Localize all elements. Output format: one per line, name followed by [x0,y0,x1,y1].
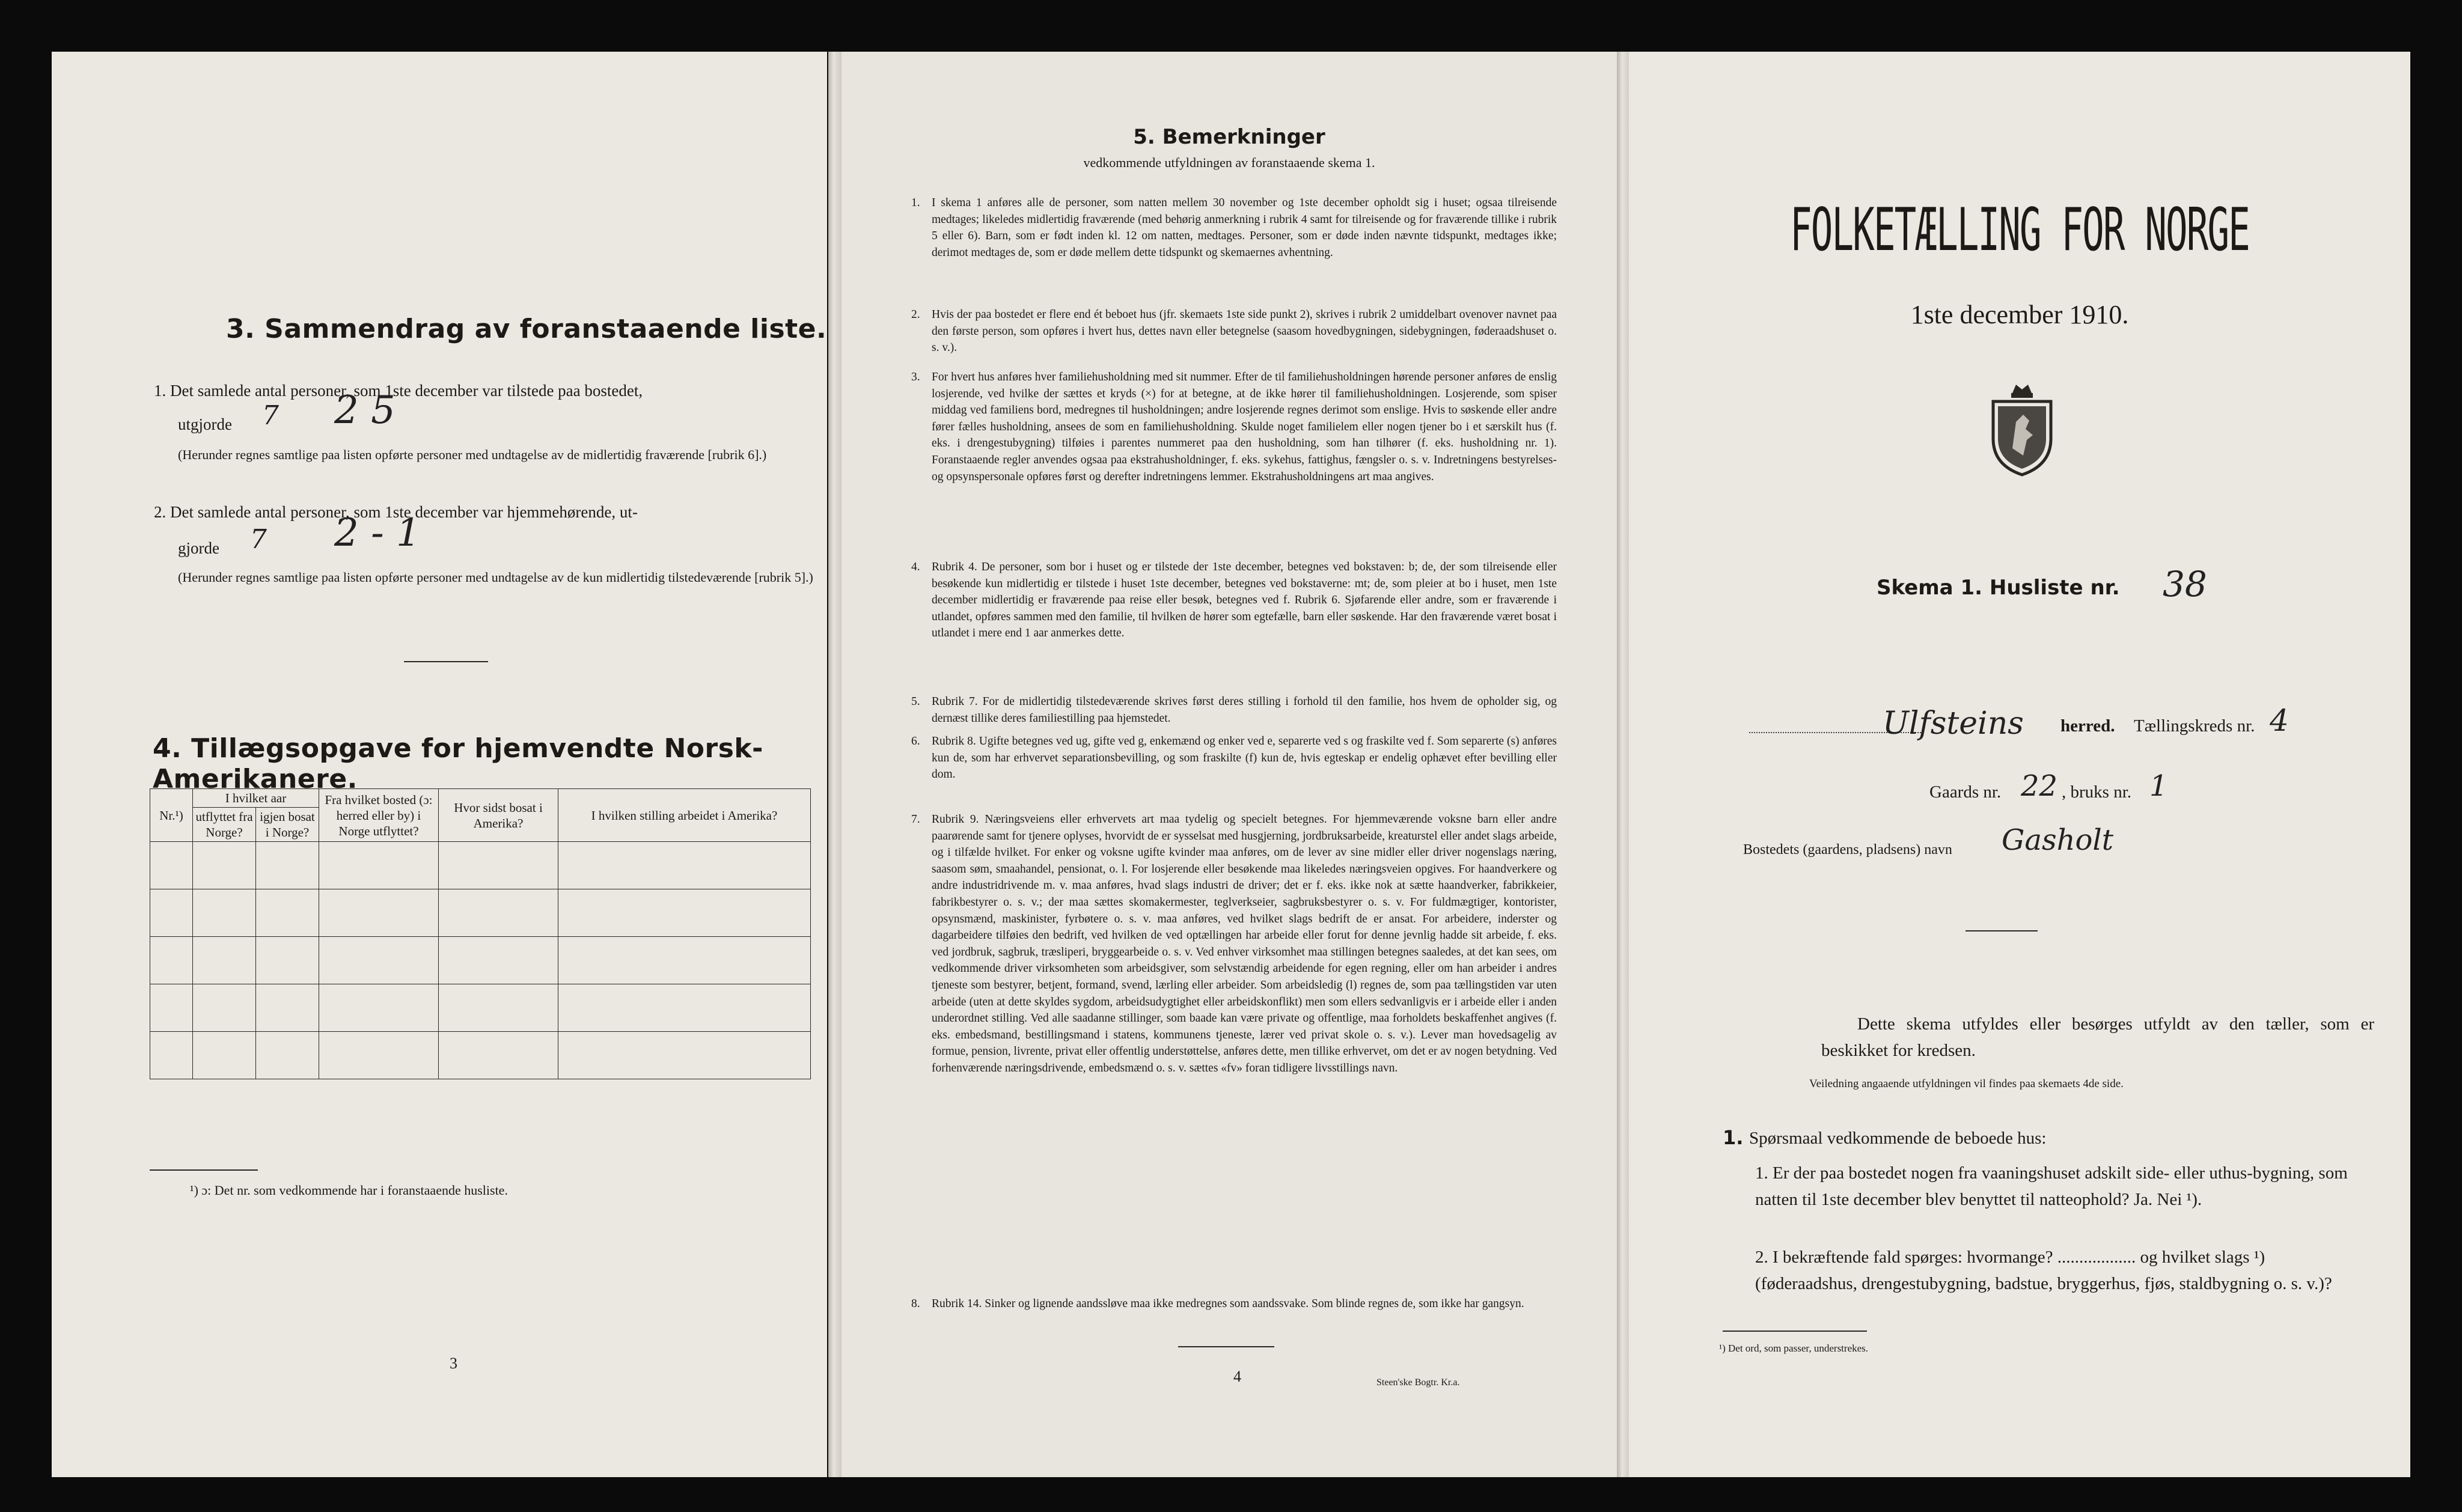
gaard-nr: 22 [2021,769,2058,803]
item-1-hand-total: 2 5 [334,388,396,433]
intro-text: Dette skema utfyldes eller besørges utfyldt av den tæller, som er beskikket for kredsen. [1821,1014,2374,1060]
page-fold [1617,52,1630,1477]
page-4 [842,52,1617,1477]
item-2-text: 2. Det samlede antal personer, som 1ste december var hjemmehørende, ut- [154,503,638,521]
remark-number: 7. [911,813,920,826]
husliste-nr: 38 [2163,564,2207,605]
page-fold [828,52,842,1477]
divider [1178,1346,1274,1347]
remark-number: 2. [911,308,920,321]
section-3-heading: 3. Sammendrag av foranstaaende liste. [226,314,827,344]
question-1: 1. Er der paa bostedet nogen fra vaaningshuset adskilt side- eller uthus-bygning, som natten til 1ste december blev benyttet til natteophold? Ja. Nei ¹). [1755,1163,2348,1209]
remark-3 [911,369,1557,485]
col-group-aar: I hvilket aar [193,789,319,808]
remark-8 [911,1296,1557,1312]
remark-7 [911,811,1557,1077]
section-4-heading: 4. Tillægsopgave for hjemvendte Norsk-Amerikanere. [153,733,763,794]
page-number: 3 [450,1355,457,1372]
item-1-text: 1. Det samlede antal personer, som 1ste december var tilstede paa bostedet, [154,382,643,400]
table-row [150,842,811,889]
herred-label: herred. [2060,716,2115,736]
item-2-utgjorde: gjorde [178,539,219,557]
remark-text: Hvis der paa bostedet er flere end ét beboet hus (jfr. skemaets 1ste side punkt 2), skrives i rubrik 2 umiddelbart ovenover navnet paa den første person, som opføres i hvert hus, dettes navn eller betegnelse (saasom hovedbygningen, sidebygningen, føderaadshuset o. s. v.). [932,308,1557,355]
col-nr: Nr.¹) [150,789,193,842]
footnote-rule [150,1169,258,1171]
q-number: 1. [1723,1126,1744,1149]
remarks-subtitle: vedkommende utfyldningen av foranstaaende skema 1. [1083,155,1375,170]
remark-text: Rubrik 14. Sinker og lignende aandssløve maa ikke medregnes som aandssvake. Som blinde regnes de, som ikke har gangsyn. [932,1297,1524,1310]
remark-6 [911,733,1557,783]
remark-2 [911,306,1557,356]
col-igjen-bosat: igjen bosat i Norge? [256,808,319,842]
printer-mark: Steen'ske Bogtr. Kr.a. [1376,1377,1460,1388]
remark-text: I skema 1 anføres alle de personer, som natten mellem 30 november og 1ste december opholdt sig i huset; ogsaa tilreisende medtages; likeledes midlertidig fraværende (med behørig anmerkning i rubrik 4 samt for tilreisende og for fraværende tillike i rubrik 5 eller 6). Barn, som er født inden kl. 12 om natten, medtages. Personer, som er døde inden nævnte tidspunkt, medtages ikke; derimot medtages de, som er døde mellem dette tidspunkt og skemaernes avhentning. [932,197,1557,259]
col-utflyttet: utflyttet fra Norge? [193,808,256,842]
table-row [150,984,811,1032]
col-fra-bosted: Fra hvilket bosted (ɔ: herred eller by) i Norge utflyttet? [319,789,439,842]
item-1-utgjorde: utgjorde [178,415,232,433]
item-2-note: (Herunder regnes samtlige paa listen opførte personer med undtagelse av de kun midlertidig tilstedeværende [rubrik 5].) [178,570,813,585]
item-2-hand-small: 7 [250,524,267,555]
remark-5 [911,694,1557,727]
norsk-amerikanere-table [150,788,811,1079]
remark-number: 4. [911,561,920,573]
item-1-hand-small: 7 [262,400,279,431]
item-2-hand-total: 2 - 1 [334,511,421,555]
remark-number: 3. [911,371,920,383]
bosted-label: Bostedets (gaardens, pladsens) navn [1743,842,1952,858]
bosted-name: Gasholt [2002,823,2114,857]
remark-4 [911,559,1557,642]
page-number: 4 [1233,1368,1241,1385]
remark-1 [911,195,1557,261]
page-3 [52,52,827,1477]
remark-text: For hvert hus anføres hver familiehusholdning med sit nummer. Efter de til familiehusholdningen hørende personer anføres de enslig losjerende, ved hvilke der sættes et kryds (×) for at betegne, at de ikke hører til familiehusholdningen. Losjerende, som spiser middag ved familiens bord, medregnes til husholdningen; andre losjerende regnes derimot som enslige. Hvis to søskende eller andre fører fælles husholdning, ansees de som en familiehusholdning. Skulde noget familielem eller nogen tjener bo i et særskilt hus (f. eks. i drengestubygning) tilføies i parentes nummeret paa den husholdning, som han tilhører (f. eks. husholdning nr. 1). Foranstaaende regler anvendes ogsaa paa ekstrahusholdninger, f. eks. sykehus, fattighus, fængsler o. s. v. Indretningens bestyrelses- og opsynspersonale opføres først og derefter indretningens lemmer. Ekstrahusholdningens art maa angives. [932,371,1557,483]
remark-text: Rubrik 4. De personer, som bor i huset og er tilstede der 1ste december, betegnes ved bokstaven: b; de, der som tilreisende eller besøkende kun midlertidig er tilstede i huset 1ste december, betegnes ved bokstaverne: mt; de, som pleier at bo i huset, men 1ste december midlertidig er fraværende paa reise eller besøk, betegnes ved f. Rubrik 6. Sjøfarende eller andre, som er fraværende i utlandet, opføres sammen med den familie, til hvilken de hører som egtefælle, barn eller søskende. Har den fraværende været bosat i utlandet i mere end 1 aar anmerkes dette. [932,561,1557,640]
skema-label: Skema 1. Husliste nr. [1877,576,2120,600]
bruk-nr: 1 [2149,769,2168,803]
remark-number: 5. [911,695,920,708]
footnote: ¹) Det ord, som passer, understrekes. [1719,1343,1869,1354]
page-1 [1629,52,2410,1477]
question-2: 2. I bekræftende fald spørges: hvormange? .................. og hvilket slags ¹) (føderaadshus, drengestubygning, badstue, bryggerhus, fjøs, staldbygning o. s. v.)? [1755,1248,2332,1293]
table-row [150,889,811,937]
table-row [150,937,811,984]
bruk-label: , bruks nr. [2062,782,2131,802]
norway-coat-of-arms-icon [1990,381,2054,477]
remark-number: 1. [911,197,920,209]
remarks-title: 5. Bemerkninger [1133,125,1325,149]
footnote-rule [1723,1331,1867,1332]
item-1-note: (Herunder regnes samtlige paa listen opførte personer med undtagelse av de midlertidig fraværende [rubrik 6].) [178,447,767,462]
col-hvor-bosat: Hvor sidst bosat i Amerika? [439,789,558,842]
census-date: 1ste december 1910. [1910,300,2129,329]
census-title: FOLKETÆLLING FOR NORGE [1790,196,2249,264]
remark-text: Rubrik 7. For de midlertidig tilstedeværende skrives først deres stilling i forhold til den familie, hos hvem de opholder sig, og dernæst tillike deres familiestilling paa hjemstedet. [932,695,1557,725]
herred-name: Ulfsteins [1883,706,2024,742]
krets-nr: 4 [2270,703,2289,738]
ornament-divider [1966,930,2038,931]
remark-text: Rubrik 8. Ugifte betegnes ved ug, gifte ved g, enkemænd og enker ved e, separerte ved s og fraskilte ved f. Som separerte (s) anføres kun de, som har erhvervet separationsbevilling, og som fraskilte (f) kun de, hvis egteskap er endelig ophævet efter bevilling eller dom. [932,735,1557,781]
veiledning-text: Veiledning angaaende utfyldningen vil findes paa skemaets 4de side. [1809,1078,2124,1090]
gaard-label: Gaards nr. [1929,782,2002,802]
questions-heading: Spørsmaal vedkommende de beboede hus: [1749,1129,2047,1148]
krets-label: Tællingskreds nr. [2134,716,2255,736]
divider [404,661,488,662]
table-row [150,1032,811,1079]
footnote: ¹) ɔ: Det nr. som vedkommende har i foranstaaende husliste. [190,1183,508,1198]
col-stilling: I hvilken stilling arbeidet i Amerika? [558,789,811,842]
remark-number: 8. [911,1297,920,1310]
remark-number: 6. [911,735,920,748]
remark-text: Rubrik 9. Næringsveiens eller erhvervets art maa tydelig og specielt betegnes. For hjemmeværende voksne barn eller andre paarørende samt for tjenere oplyses, hvorvidt de er sysselsat med husgjerning, jordbruksarbeide, kreaturstel eller andet slags arbeide, og i tilfælde hvilket. For enker og voksne ugifte kvinder maa anføres, om de lever av sine midler eller driver nogenslags næring, saasom søm, smaahandel, pensionat, o. l. For losjerende eller besøkende maa likeledes næringsveien opgives. For haandverkere og andre industridrivende m. v. maa anføres, hvad slags industri de driver; det er f. eks. ikke nok at sætte haandverker, fabrikkeier, fabrikbestyrer o. s. v.; der maa sættes skomakermester, teglverkseier, sagbruksbestyrer o. s. v. For fuldmægtiger, kontorister, opsynsmænd, maskinister, fyrbøtere o. s. v. maa anføres, ved hvilket slags bedrift de er ansat. For arbeidere, inderster og dagarbeidere tilføies den bedrift, ved hvilken de ved optællingen har arbeide eller forut for denne jevnlig hadde sit arbeide, f. eks. ved jordbruk, sagbruk, træsliperi, bryggearbeide o. s. v. Ved enhver virksomhet maa stillingen betegnes saaledes, at det kan sees, om vedkommende driver virksomheten som arbeidsgiver, som selvstændig arbeidende for egen regning, eller om han arbeider i andres tjeneste som bestyrer, betjent, formand, svend, lærling eller arbeider. Som arbeidsledig (l) regnes de, som paa tællingstiden var uten arbeide (uten at dette skyldes sygdom, arbeidsudygtighet eller arbeidskonflikt) men som ellers sedvanligvis er i arbeide eller i anden underordnet stilling. Ved alle saadanne stillinger, som baade kan være private og offentlige, maa forholdets beskaffenhet angives (f. eks. embedsmand, bestillingsmand i statens, kommunens tjeneste, lærer ved privat skole o. s. v.). Lever man hovedsagelig av formue, pension, livrente, privat eller offentlig understøttelse, anføres dette, men tillike erhvervet, om det er av nogen betydning. Ved forhenværende næringsdrivende, embedsmænd o. s. v. sættes «fv» foran tidligere livsstillings navn. [932,813,1557,1075]
